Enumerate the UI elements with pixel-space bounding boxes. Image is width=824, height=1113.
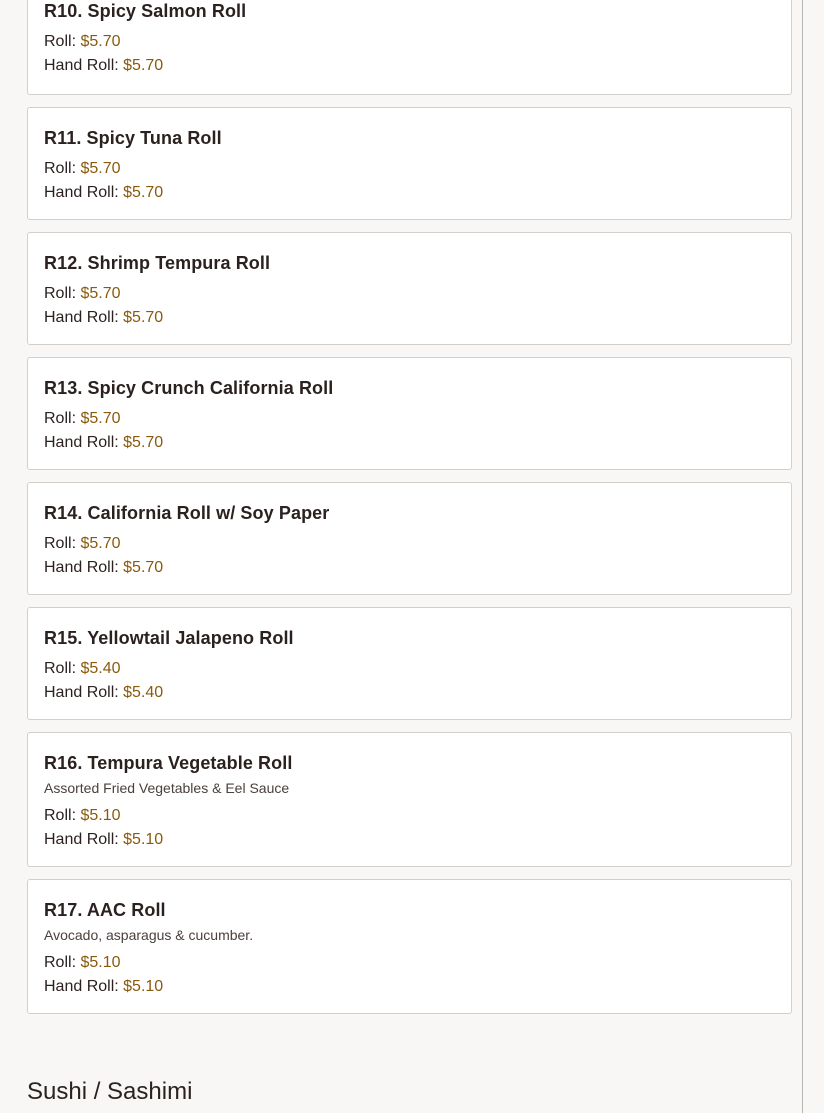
roll-price-line — [44, 532, 775, 556]
hand-roll-price: $5.40 — [123, 684, 164, 701]
roll-price-label: Roll: — [44, 660, 77, 677]
menu-item-card[interactable] — [27, 879, 792, 1014]
roll-price-line — [44, 951, 775, 975]
menu-item-card[interactable] — [27, 482, 792, 595]
hand-roll-price: $5.10 — [123, 831, 164, 848]
menu-item-list — [27, 0, 792, 1026]
roll-price-line — [44, 804, 775, 828]
roll-price-label: Roll: — [44, 160, 77, 177]
roll-price-line — [44, 30, 775, 54]
roll-price-line — [44, 282, 775, 306]
roll-price-line — [44, 657, 775, 681]
roll-price: $5.10 — [80, 807, 121, 824]
hand-roll-price-line — [44, 828, 775, 852]
menu-item-title: R17. AAC Roll — [44, 900, 166, 920]
hand-roll-price: $5.10 — [123, 978, 164, 995]
hand-roll-price: $5.70 — [123, 309, 164, 326]
hand-roll-price-label: Hand Roll: — [44, 559, 119, 576]
roll-price: $5.40 — [80, 660, 121, 677]
scrollbar-divider — [802, 0, 803, 1113]
roll-price: $5.70 — [80, 33, 121, 50]
hand-roll-price: $5.70 — [123, 184, 164, 201]
menu-item-description: Avocado, asparagus & cucumber. — [44, 927, 254, 943]
menu-item-card[interactable] — [27, 107, 792, 220]
menu-item-description: Assorted Fried Vegetables & Eel Sauce — [44, 780, 290, 796]
menu-item-title: R12. Shrimp Tempura Roll — [44, 253, 271, 273]
roll-price: $5.70 — [80, 160, 121, 177]
menu-item-card[interactable] — [27, 232, 792, 345]
menu-item-title: R10. Spicy Salmon Roll — [44, 1, 247, 21]
hand-roll-price-label: Hand Roll: — [44, 978, 119, 995]
roll-price: $5.70 — [80, 410, 121, 427]
hand-roll-price-label: Hand Roll: — [44, 684, 119, 701]
roll-price-label: Roll: — [44, 285, 77, 302]
menu-item-card[interactable] — [27, 357, 792, 470]
hand-roll-price-line — [44, 975, 775, 999]
menu-item-card[interactable] — [27, 607, 792, 720]
hand-roll-price-line — [44, 681, 775, 705]
roll-price-label: Roll: — [44, 807, 77, 824]
menu-item-title: R14. California Roll w/ Soy Paper — [44, 503, 330, 523]
roll-price-line — [44, 407, 775, 431]
roll-price: $5.10 — [80, 954, 121, 971]
menu-item-title: R13. Spicy Crunch California Roll — [44, 378, 334, 398]
roll-price: $5.70 — [80, 285, 121, 302]
hand-roll-price-line — [44, 181, 775, 205]
hand-roll-price-line — [44, 54, 775, 78]
hand-roll-price-label: Hand Roll: — [44, 57, 119, 74]
section-heading: Sushi / Sashimi — [27, 1078, 193, 1105]
menu-item-card[interactable] — [27, 0, 792, 95]
roll-price-label: Roll: — [44, 33, 77, 50]
roll-price-label: Roll: — [44, 410, 77, 427]
menu-item-title: R11. Spicy Tuna Roll — [44, 128, 222, 148]
hand-roll-price: $5.70 — [123, 57, 164, 74]
hand-roll-price-label: Hand Roll: — [44, 831, 119, 848]
roll-price: $5.70 — [80, 535, 121, 552]
hand-roll-price-label: Hand Roll: — [44, 434, 119, 451]
menu-item-title: R16. Tempura Vegetable Roll — [44, 753, 293, 773]
hand-roll-price-label: Hand Roll: — [44, 184, 119, 201]
roll-price-label: Roll: — [44, 535, 77, 552]
hand-roll-price-line — [44, 306, 775, 330]
menu-item-card[interactable] — [27, 732, 792, 867]
hand-roll-price: $5.70 — [123, 434, 164, 451]
menu-item-title: R15. Yellowtail Jalapeno Roll — [44, 628, 294, 648]
roll-price-line — [44, 157, 775, 181]
hand-roll-price-line — [44, 431, 775, 455]
hand-roll-price-label: Hand Roll: — [44, 309, 119, 326]
hand-roll-price: $5.70 — [123, 559, 164, 576]
roll-price-label: Roll: — [44, 954, 77, 971]
hand-roll-price-line — [44, 556, 775, 580]
